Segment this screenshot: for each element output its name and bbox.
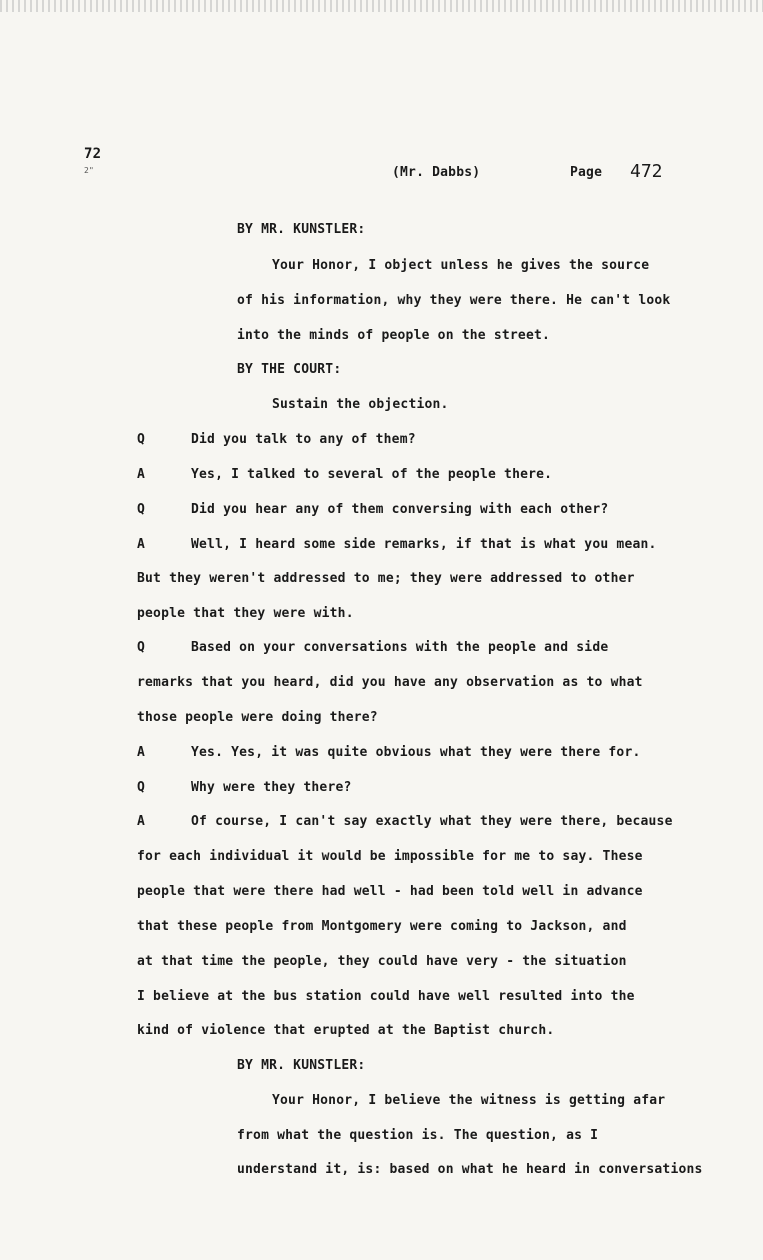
transcript-line: Your Honor, I object unless he gives the source <box>272 258 650 273</box>
question-marker: Q <box>137 432 146 447</box>
speaker-heading: BY MR. KUNSTLER: <box>237 1058 366 1073</box>
transcript-line: people that they were with. <box>137 606 354 621</box>
transcript-line: understand it, is: based on what he heard in conversations <box>237 1162 703 1177</box>
sheet-mark: 2" <box>84 166 95 175</box>
transcript-line: people that were there had well - had been told well in advance <box>137 884 643 899</box>
transcript-line: Yes. Yes, it was quite obvious what they were there for. <box>191 745 641 760</box>
transcript-line: those people were doing there? <box>137 710 378 725</box>
sheet-number: 72 <box>84 146 102 162</box>
question-marker: Q <box>137 502 146 517</box>
transcript-line: Why were they there? <box>191 780 352 795</box>
transcript-line: But they weren't addressed to me; they were addressed to other <box>137 571 635 586</box>
transcript-line: of his information, why they were there. He can't look <box>237 293 671 308</box>
perforated-edge <box>0 0 763 12</box>
speaker-heading: BY MR. KUNSTLER: <box>237 222 366 237</box>
transcript-line: for each individual it would be impossible for me to say. These <box>137 849 643 864</box>
transcript-line: Sustain the objection. <box>272 397 449 412</box>
answer-marker: A <box>137 745 146 760</box>
transcript-line: from what the question is. The question, as I <box>237 1128 599 1143</box>
transcript-line: at that time the people, they could have very - the situation <box>137 954 627 969</box>
transcript-line: I believe at the bus station could have well resulted into the <box>137 989 635 1004</box>
transcript-line: kind of violence that erupted at the Baptist church. <box>137 1023 555 1038</box>
answer-marker: A <box>137 467 146 482</box>
transcript-line: Your Honor, I believe the witness is getting afar <box>272 1093 666 1108</box>
page-number: 472 <box>630 161 663 182</box>
transcript-line: Did you hear any of them conversing with each other? <box>191 502 609 517</box>
page-label: Page <box>570 165 603 180</box>
transcript-line: Yes, I talked to several of the people there. <box>191 467 553 482</box>
transcript-line: that these people from Montgomery were coming to Jackson, and <box>137 919 627 934</box>
speaker-heading: BY THE COURT: <box>237 362 342 377</box>
transcript-line: remarks that you heard, did you have any observation as to what <box>137 675 643 690</box>
transcript-line: Did you talk to any of them? <box>191 432 416 447</box>
question-marker: Q <box>137 640 146 655</box>
transcript-line: Based on your conversations with the people and side <box>191 640 609 655</box>
question-marker: Q <box>137 780 146 795</box>
answer-marker: A <box>137 814 146 829</box>
transcript-line: Well, I heard some side remarks, if that is what you mean. <box>191 537 657 552</box>
answer-marker: A <box>137 537 146 552</box>
transcript-line: Of course, I can't say exactly what they were there, because <box>191 814 673 829</box>
transcript-line: into the minds of people on the street. <box>237 328 551 343</box>
witness-name: (Mr. Dabbs) <box>392 165 481 180</box>
